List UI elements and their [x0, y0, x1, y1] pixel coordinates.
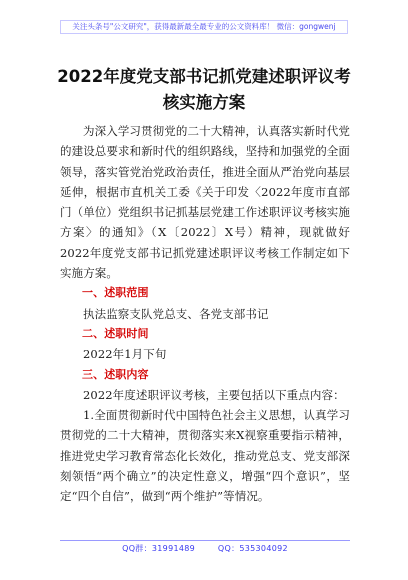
section-3-heading: 三、述职内容 [82, 367, 149, 381]
section-2-heading: 二、述职时间 [82, 326, 149, 340]
document-title [48, 64, 360, 116]
footer-qq-group: QQ群：31991489 [122, 544, 196, 553]
section-3-item-1: 1.全面贯彻新时代中国特色社会主义思想，认真学习贯彻党的二十大精神，贯彻落实来X视察重要指示精神，推进党史学习教育常态化长效化，推动党总支、党支部深刻领悟“两个确立”的决定性意义，增强“四个意识”，坚定“四个自信”，做到“两个维护”等情况。 [60, 408, 350, 504]
section-3-intro: 2022年度述职评议考核，主要包括以下重点内容： [83, 387, 345, 402]
document-body [60, 121, 350, 507]
section-1-text: 执法监察支队党总支、各党支部书记 [83, 306, 269, 321]
section-2-text: 2022年1月下旬 [83, 347, 167, 362]
top-banner: 关注头条号"公文研究"，获得最新最全最专业的公文资料库！ 微信：gongwenj [60, 20, 348, 34]
section-1-heading: 一、述职范围 [82, 286, 149, 300]
footer [60, 543, 350, 554]
title-line-1: 2022年度党支部书记抓党建述职评议考 [57, 67, 351, 86]
footer-divider [60, 540, 350, 541]
footer-qq: QQ：535304092 [217, 544, 288, 553]
intro-paragraph: 为深入学习贯彻党的二十大精神，认真落实新时代党的建设总要求和新时代的组织路线，坚持和加强党的全面领导，落实管党治党政治责任，推进全面从严治党向基层延伸，根据市直机关工委《关于印发〈2022年度市直部门（单位）党组织书记抓基层党建工作述职评议考核实施方案〉的通知》（X〔2022〕X号）精神，现就做好2022年度党支部书记抓党建述职评议考核工作制定如下实施方案。 [60, 124, 350, 281]
title-line-2: 核实施方案 [162, 93, 246, 112]
